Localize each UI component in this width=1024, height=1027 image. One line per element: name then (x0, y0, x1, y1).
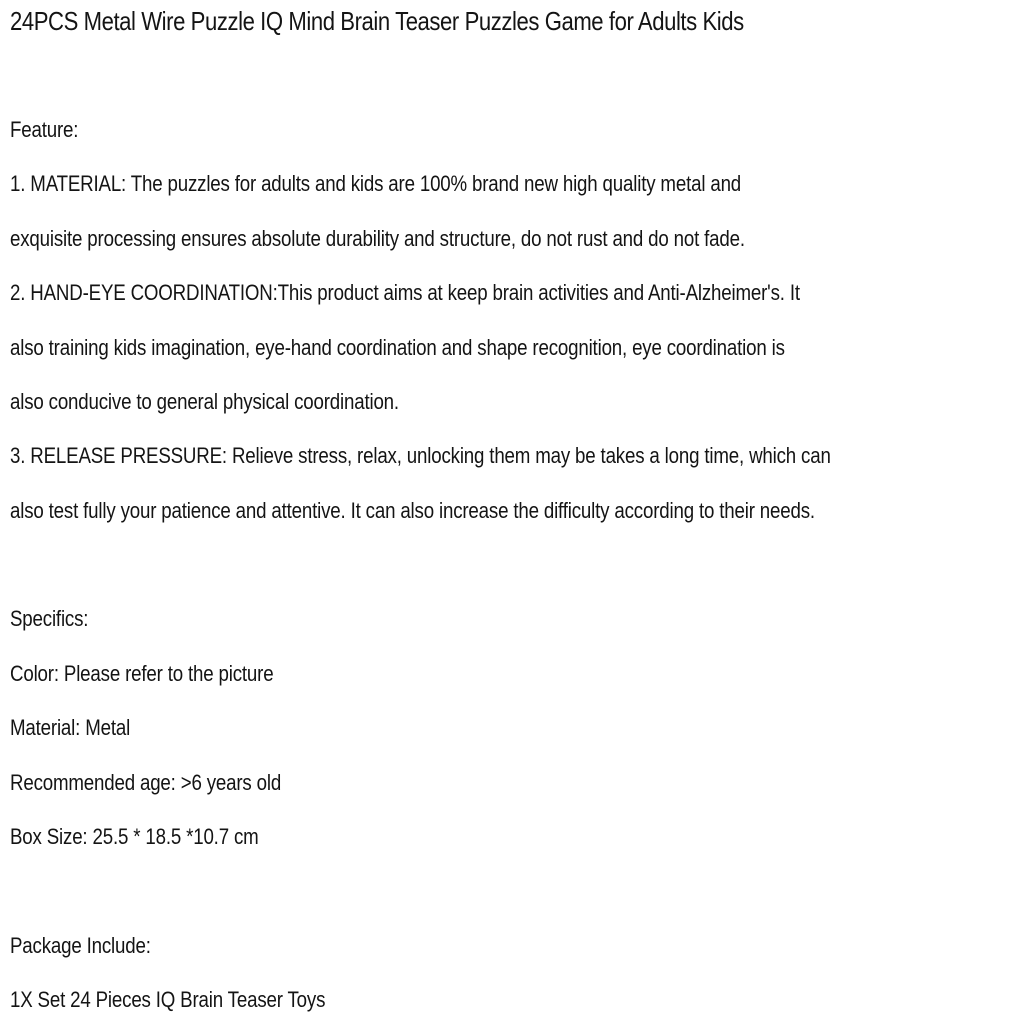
spacer (10, 864, 1024, 918)
feature-heading: Feature: (10, 116, 79, 142)
specifics-line-color: Color: Please refer to the picture (10, 660, 274, 686)
feature-line: 1. MATERIAL: The puzzles for adults and kids are 100% brand new high quality metal and (10, 171, 742, 197)
feature-line: 2. HAND-EYE COORDINATION:This product aims at keep brain activities and Anti-Alzheimer's. It (10, 280, 800, 306)
spacer (10, 48, 1024, 102)
specifics-line-box-size: Box Size: 25.5 * 18.5 *10.7 cm (10, 824, 259, 850)
feature-line: also conducive to general physical coordination. (10, 388, 399, 414)
product-description-page (10, 0, 1024, 1027)
package-line: 1X Set 24 Pieces IQ Brain Teaser Toys (10, 987, 326, 1013)
feature-line: exquisite processing ensures absolute durability and structure, do not rust and do not fade. (10, 225, 745, 251)
specifics-heading: Specifics: (10, 606, 89, 632)
spacer (10, 538, 1024, 592)
specifics-line-age: Recommended age: >6 years old (10, 769, 282, 795)
package-heading: Package Include: (10, 932, 151, 958)
feature-line: 3. RELEASE PRESSURE: Relieve stress, relax, unlocking them may be takes a long time, which can (10, 443, 831, 469)
product-title: 24PCS Metal Wire Puzzle IQ Mind Brain Teaser Puzzles Game for Adults Kids (10, 5, 744, 36)
feature-line: also test fully your patience and attentive. It can also increase the difficulty according to their needs. (10, 497, 815, 523)
feature-line: also training kids imagination, eye-hand coordination and shape recognition, eye coordination is (10, 334, 785, 360)
specifics-line-material: Material: Metal (10, 715, 131, 741)
